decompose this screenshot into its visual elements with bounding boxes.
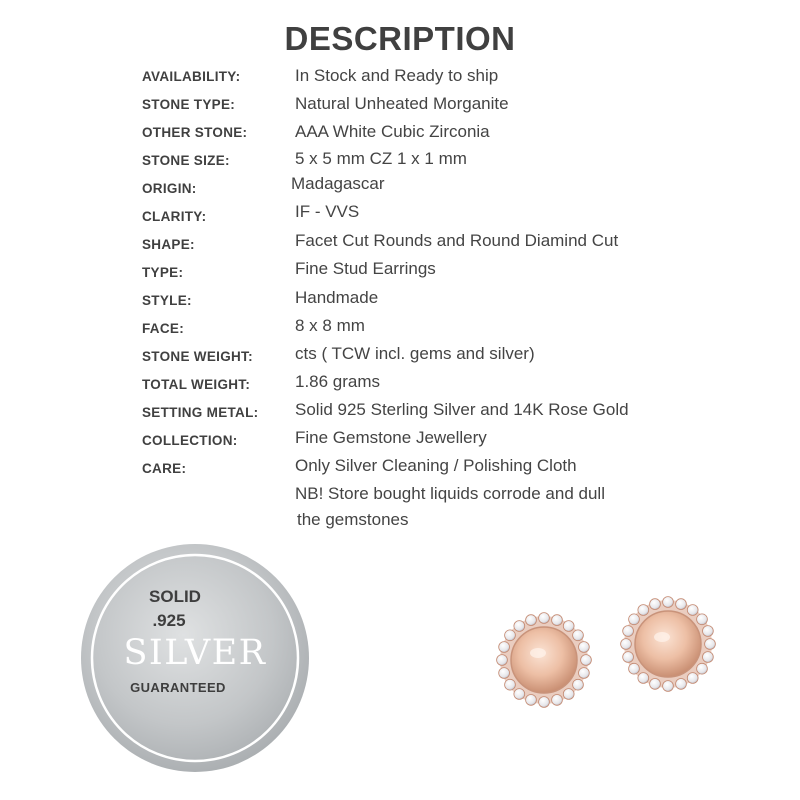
cz-stone (505, 630, 516, 641)
spec-value: 1.86 grams (295, 372, 381, 391)
cz-stone (579, 642, 590, 653)
care-note-text: the gemstones (297, 510, 409, 529)
spec-label: STONE SIZE: (142, 153, 230, 168)
cz-stone (581, 655, 592, 666)
cz-stone (676, 599, 687, 610)
spec-value: 8 x 8 mm (295, 316, 365, 335)
morganite-stone (635, 611, 701, 677)
spec-label: STYLE: (142, 293, 192, 308)
cz-stone (650, 679, 661, 690)
cz-stone (573, 630, 584, 641)
silver-guarantee-seal (80, 543, 310, 773)
cz-stone (499, 642, 510, 653)
spec-label: CLARITY: (142, 209, 207, 224)
cz-stone (514, 689, 525, 700)
cz-stone (638, 673, 649, 684)
cz-stone (579, 668, 590, 679)
cz-stone (623, 626, 634, 637)
cz-stone (573, 679, 584, 690)
earrings-image (478, 572, 738, 732)
cz-stone (621, 639, 632, 650)
cz-stone (499, 668, 510, 679)
cz-stone (563, 689, 574, 700)
seal-silver-text: SILVER (123, 633, 267, 673)
spec-value: Facet Cut Rounds and Round Diamind Cut (295, 231, 619, 250)
spec-label: TYPE: (142, 265, 184, 280)
cz-stone (687, 605, 698, 616)
earring-left (497, 613, 592, 708)
cz-stone (703, 652, 714, 663)
spec-value: In Stock and Ready to ship (295, 66, 499, 85)
spec-value: Madagascar (291, 174, 385, 193)
spec-row-other-stone (0, 124, 800, 152)
cz-stone (650, 599, 661, 610)
seal-925-text: .925 (152, 611, 186, 630)
description-title: DESCRIPTION (284, 20, 516, 57)
spec-value: Natural Unheated Morganite (295, 94, 509, 113)
cz-stone (526, 615, 537, 626)
spec-label: AVAILABILITY: (142, 69, 241, 84)
cz-stone (663, 681, 674, 692)
spec-value: Fine Gemstone Jewellery (295, 428, 487, 447)
seal-guaranteed-text: GUARANTEED (130, 680, 226, 695)
spec-label: CARE: (142, 461, 187, 476)
cz-stone (629, 614, 640, 625)
spec-row-stone-type (0, 96, 800, 124)
cz-stone (505, 679, 516, 690)
cz-stone (629, 663, 640, 674)
spec-label: ORIGIN: (142, 181, 197, 196)
cz-stone (552, 615, 563, 626)
cz-stone (663, 597, 674, 608)
spec-value: Handmade (295, 288, 379, 307)
cz-stone (687, 673, 698, 684)
cz-stone (705, 639, 716, 650)
cz-stone (697, 663, 708, 674)
spec-value: Fine Stud Earrings (295, 259, 436, 278)
cz-stone (552, 695, 563, 706)
care-note-text: NB! Store bought liquids corrode and dull (295, 484, 605, 503)
earring-right (621, 597, 716, 692)
spec-row-availability (0, 68, 800, 96)
spec-label: SETTING METAL: (142, 405, 259, 420)
spec-row-type (0, 259, 800, 292)
cz-stone (697, 614, 708, 625)
cz-stone (638, 605, 649, 616)
morganite-stone (511, 627, 577, 693)
spec-row-style (0, 288, 800, 320)
spec-row-origin (0, 174, 800, 208)
spec-value: Only Silver Cleaning / Polishing Cloth (295, 456, 577, 475)
spec-value: 5 x 5 mm CZ 1 x 1 mm (295, 149, 467, 168)
spec-row-stone-weight (0, 344, 800, 376)
spec-label: TOTAL WEIGHT: (142, 377, 251, 392)
cz-stone (497, 655, 508, 666)
spec-label: SHAPE: (142, 237, 195, 252)
cz-stone (676, 679, 687, 690)
cz-stone (539, 613, 550, 624)
spec-label: STONE WEIGHT: (142, 349, 253, 364)
spec-label: STONE TYPE: (142, 97, 236, 112)
cz-stone (703, 626, 714, 637)
spec-row-stone-size (0, 149, 800, 180)
spec-value: IF - VVS (295, 202, 360, 221)
spec-label: OTHER STONE: (142, 125, 248, 140)
cz-stone (539, 697, 550, 708)
cz-stone (563, 621, 574, 632)
cz-stone (623, 652, 634, 663)
spec-value: Solid 925 Sterling Silver and 14K Rose Gold (295, 400, 629, 419)
seal-solid-text: SOLID (149, 587, 201, 606)
spec-label: FACE: (142, 321, 184, 336)
spec-value: cts ( TCW incl. gems and silver) (295, 344, 535, 363)
cz-stone (526, 695, 537, 706)
care-note-line (0, 510, 800, 542)
cz-stone (514, 621, 525, 632)
spec-label: COLLECTION: (142, 433, 238, 448)
spec-value: AAA White Cubic Zirconia (295, 122, 490, 141)
